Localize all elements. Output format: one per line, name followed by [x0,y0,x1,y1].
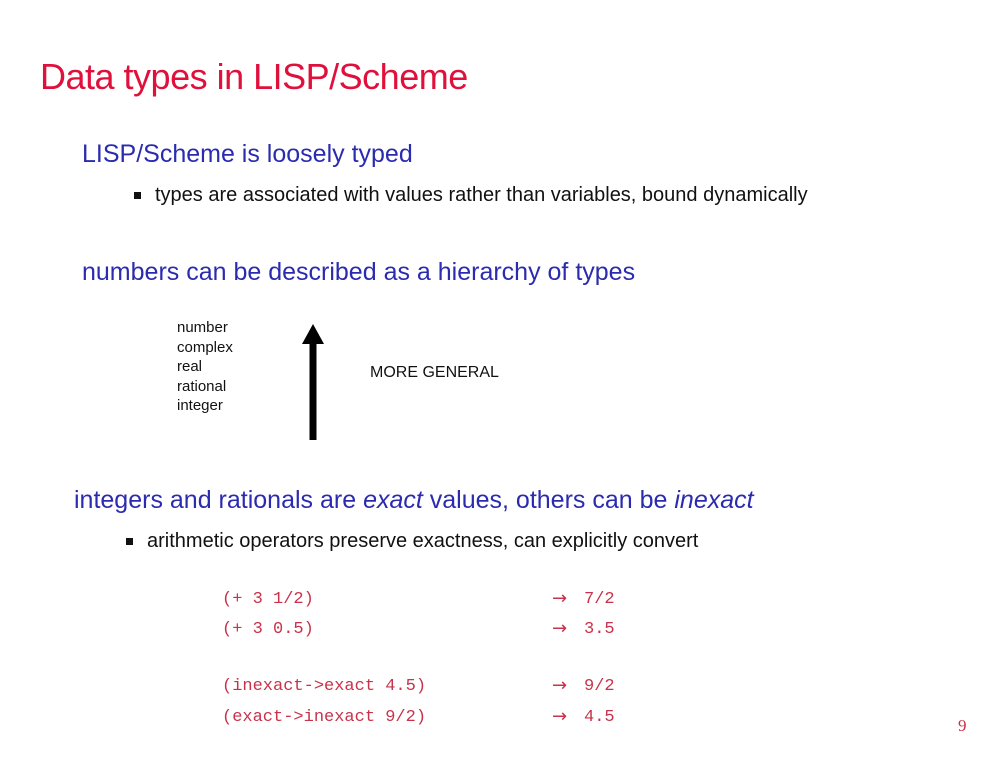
section-heading-exactness [74,486,754,515]
type-hierarchy-list [177,318,233,416]
up-arrow-icon [300,322,326,442]
bullet-item-operators [126,530,698,553]
hierarchy-item: real [177,358,203,375]
right-arrow-icon: → [552,706,568,727]
section-heading-loosely-typed: LISP/Scheme is loosely typed [82,140,413,168]
code-result: 9/2 [584,677,615,696]
heading-emphasis-exact: exact [363,486,423,514]
code-result: 3.5 [584,620,615,639]
section-heading-hierarchy: numbers can be described as a hierarchy of types [82,258,636,286]
right-arrow-icon: → [552,675,568,696]
right-arrow-icon: → [552,618,568,639]
code-result: 4.5 [584,708,615,727]
code-expression: (+ 3 1/2) [222,590,314,609]
bullet-square-icon [126,538,133,545]
bullet-text: arithmetic operators preserve exactness, can explicitly convert [147,530,699,552]
heading-emphasis-inexact: inexact [674,486,754,514]
bullet-text: types are associated with values rather than variables, bound dynamically [155,184,808,206]
code-expression: (+ 3 0.5) [222,620,314,639]
code-expression: (inexact->exact 4.5) [222,677,427,696]
hierarchy-item: number [177,319,228,336]
hierarchy-item: complex [177,338,233,356]
heading-text: values, others can be [422,486,675,514]
more-general-label: MORE GENERAL [370,364,499,381]
code-expression: (exact->inexact 9/2) [222,708,427,727]
right-arrow-icon: → [552,588,568,609]
heading-text: integers and rationals are [74,486,364,514]
bullet-item-types [134,184,808,207]
bullet-square-icon [134,192,141,199]
hierarchy-item: rational [177,377,227,395]
slide-title: Data types in LISP/Scheme [40,56,468,97]
hierarchy-item: integer [177,397,223,414]
page-number: 9 [958,716,967,735]
code-result: 7/2 [584,590,615,609]
